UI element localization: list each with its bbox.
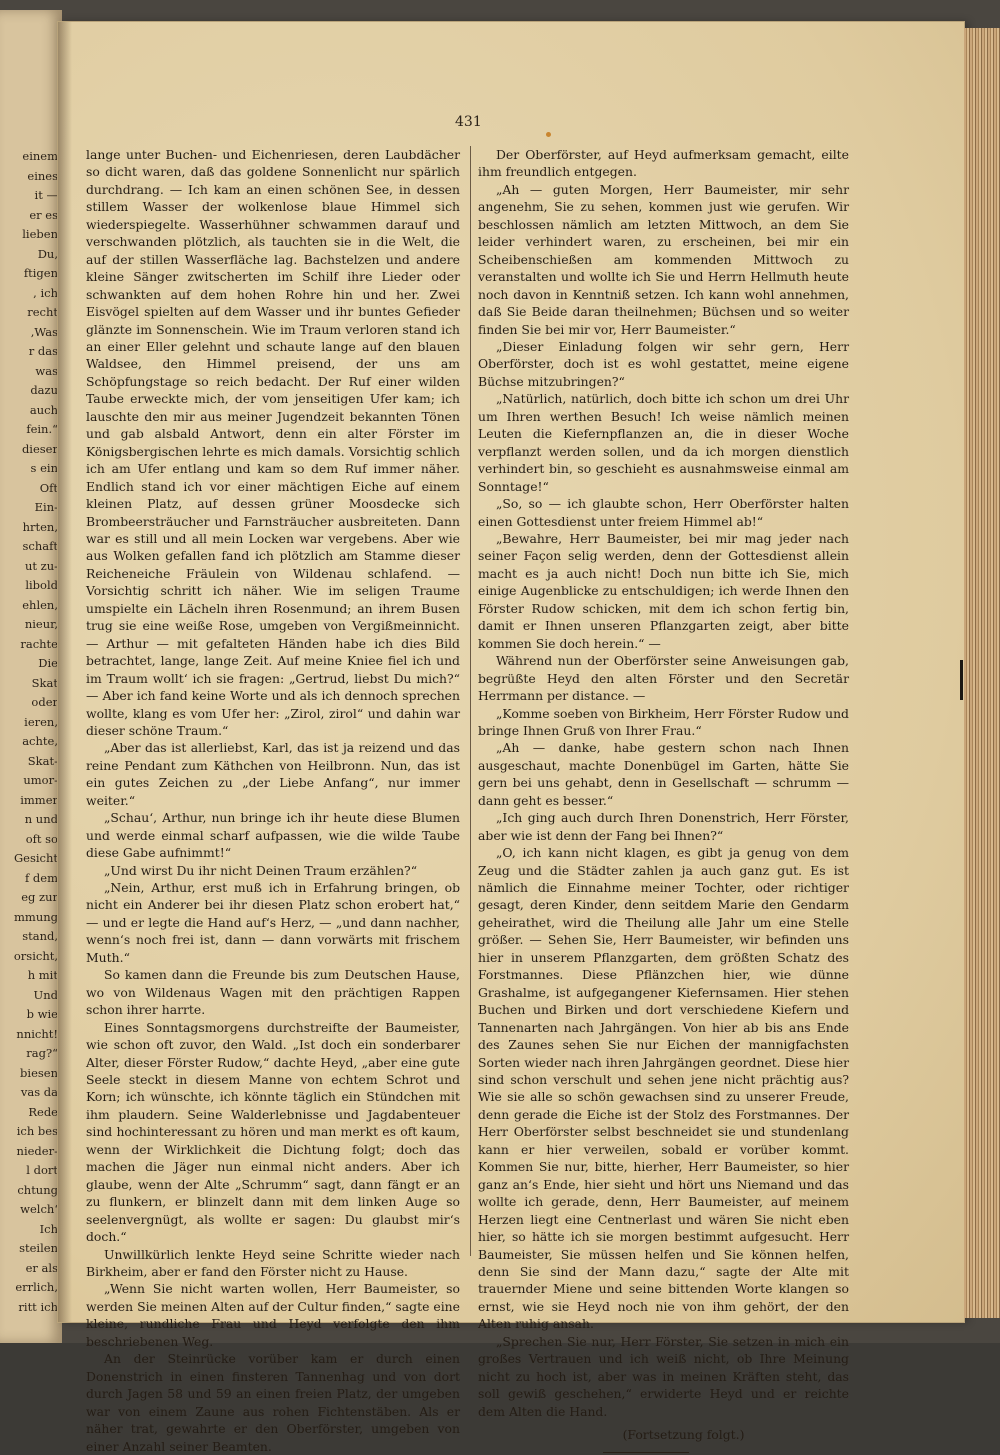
- left-page-fragment: ehlen,: [22, 597, 58, 612]
- left-page-fragment: achte,: [22, 734, 58, 748]
- left-page-fragment: er es: [29, 207, 58, 222]
- left-page-fragment: Skat-: [27, 753, 58, 768]
- left-page-fragment: r das: [28, 344, 58, 358]
- left-page-fragment: oder: [31, 695, 58, 709]
- left-page-fragment: nieur,: [24, 617, 58, 631]
- left-page-fragment: Und: [33, 987, 58, 1002]
- paragraph: „Dieser Einladung folgen wir sehr gern, Herr Oberförster, doch ist es wohl gestattet, meine eigene Büchse mitzubringen?“: [478, 338, 849, 389]
- left-page-fragment: recht: [27, 305, 58, 319]
- left-page-fragment: lieben: [22, 227, 58, 241]
- page-gutter-shadow: [58, 22, 72, 1322]
- left-page-fragment: Die: [38, 656, 58, 670]
- left-page-fragment: chtung: [17, 1182, 58, 1197]
- paragraph: Eines Sonntagsmorgens durchstreifte der Baumeister, wie schon oft zuvor, den Wald. „Ist doch ein sonderbarer Alter, dieser Förster Rudow,“ dachte Heyd, „aber eine gute Seele steckt in diesem Manne von echtem Schrot und Korn; ich wünschte, ich könnte täglich ein Stündchen mit ihm plaudern. Seine Walderlebnisse und Jagdabenteuer sind hochinteressant zu hören und man merkt es oft kaum, wenn der Wirklichkeit die Dichtung folgt; doch das machen die Jäger nun einmal nicht anders. Aber ich glaube, wenn der Alte „Schrumm“ sagt, dann fängt er an zu flunkern, er blinzelt dann mit dem linken Auge so seelenvergnügt, als wollte er sagen: Du glaubst mir‘s doch.“: [86, 1019, 460, 1245]
- left-page-fragment: rachte: [20, 636, 58, 651]
- column-divider: [470, 146, 471, 1256]
- left-page-fragment: er als: [25, 1260, 58, 1275]
- left-page-fragment: eg zur: [21, 890, 58, 904]
- paragraph: „Wenn Sie nicht warten wollen, Herr Baumeister, so werden Sie meinen Alten auf der Cultur finden,“ sagte eine kleine, rundliche Frau und Heyd verfolgte den ihm beschriebenen Weg.: [86, 1281, 460, 1349]
- paragraph: Während nun der Oberförster seine Anweisungen gab, begrüßte Heyd den alten Förster und den Secretär Herrmann per distance. —: [478, 653, 849, 704]
- left-page-fragment: errlich,: [15, 1280, 58, 1294]
- paragraph: So kamen dann die Freunde bis zum Deutschen Hause, wo von Wildenaus Wagen mit den prächtigen Rappen schon ihrer harrte.: [86, 967, 460, 1018]
- left-page-fragment: nnicht!: [16, 1026, 58, 1041]
- left-page-fragment: umor-: [23, 773, 58, 787]
- left-page-fragment: fein.“: [26, 422, 58, 436]
- left-page-fragment: ich bes: [16, 1124, 58, 1138]
- left-page-fragment: ut zu-: [24, 558, 58, 573]
- paragraph: „Ah — danke, habe gestern schon nach Ihnen ausgeschaut, machte Donenbügel im Garten, hätte Sie gern bei uns gehabt, denn in Gesellschaft — schrumm — dann geht es besser.“: [478, 740, 849, 808]
- paragraph: Unwillkürlich lenkte Heyd seine Schritte wieder nach Birkheim, aber er fand den Förster nicht zu Hause.: [86, 1246, 460, 1279]
- left-page-fragment: welch‘: [20, 1202, 58, 1216]
- paragraph: lange unter Buchen- und Eichenriesen, deren Laubdächer so dicht waren, daß das goldene Sonnenlicht nur spärlich durchdrang. — Ich kam an einen schönen See, in dessen stillem Wasser der wolkenlose blaue Himmel sich wiederspiegelte. Wasserhühner schwammen darauf und verschwanden plötzlich, als tauchten sie in die Welt, die auf der stillen Wasserfläche lag. Bachstelzen und andere kleine Sänger zwitscherten im Schilf ihre Lieder oder schwankten auf dem hohen Rohre hin und her. Zwei Eisvögel spielten auf dem Wasser und ihr buntes Gefieder glänzte im Sonnenschein. Wie im Traum verloren stand ich an einer Eller gelehnt und schaute lange auf den blauen Waldsee, den Himmel preisend, der uns am Schöpfungstage so reich bedacht. Der Ruf einer wilden Taube erweckte mich, der vom jenseitigen Ufer kam; ich lauschte den mir aus meiner Jugendzeit bekannten Tönen und gab alsbald Antwort, denn ein alter Förster im Königsbergischen lehrte es mich damals. Vorsichtig schlich ich am Ufer entlang und kam so dem Ruf immer näher. Endlich stand ich vor einer mächtigen Eiche auf einem kleinen Platz, auf dessen grüner Moosdecke sich Brombeersträucher und Farnsträucher ausbreiteten. Dann war es still und all mein Locken war vergebens. Aber wie aus Wolken gefallen fand ich plötzlich am Stamme dieser Reicheneiche Fräulein von Wildenau schlafend. — Vorsichtig schritt ich näher. Wie im seligen Traume umspielte ein Lächeln ihren Rosenmund; an ihrem Busen trug sie eine weiße Rose, umgeben von Vergißmeinnicht. — Arthur — mit gefalteten Händen habe ich dies Bild betrachtet, lange, lange Zeit. Auf meine Kniee fiel ich und im Traum wollt‘ ich sie fragen: „Gertrud, liebst Du mich?“ — Aber ich fand keine Worte und als ich dennoch sprechen wollte, klang es vom Ufer her: „Zirol, zirol“ und dahin war dieser schöne Traum.“: [86, 147, 460, 738]
- left-page-fragment: dazu: [30, 383, 58, 397]
- left-page-fragment: Rede: [28, 1104, 58, 1119]
- page-number: 431: [455, 114, 482, 130]
- left-page-fragment: immer: [20, 792, 58, 807]
- text-column-left: [86, 146, 460, 1455]
- text-column-right: [478, 146, 849, 1453]
- paragraph: „Ah — guten Morgen, Herr Baumeister, mir sehr angenehm, Sie zu sehen, kommen just wie gerufen. Wir beschlossen nämlich am letzten Mittwoch, an dem Sie leider verhindert waren, zu erscheinen, bei mir ein Scheibenschießen am kommenden Mittwoch zu veranstalten und wollte ich Sie und Herrn Hellmuth heute noch davon in Kenntniß setzen. Ich kann wohl annehmen, daß Sie Beide daran theilnehmen; Büchsen und so weiter finden Sie bei mir vor, Herr Baumeister.“: [478, 181, 849, 337]
- paper-stain: [546, 132, 551, 137]
- paragraph: Der Oberförster, auf Heyd aufmerksam gemacht, eilte ihm freundlich entgegen.: [478, 147, 849, 180]
- left-page-edge: [0, 10, 62, 1343]
- left-page-fragment: ritt ich: [18, 1299, 58, 1314]
- left-page-fragment: n und: [24, 812, 58, 826]
- page-block-edge: [964, 28, 1000, 1318]
- paragraph: „Natürlich, natürlich, doch bitte ich schon um drei Uhr um Ihren werthen Besuch! Ich weise nämlich meinen Leuten die Kiefernpflanzen an, die in dieser Woche verpflanzt werden sollen, und da ich morgen dienstlich verhindert bin, so geschieht es ausnahmsweise einmal am Sonntage!“: [478, 391, 849, 494]
- left-page-fragment: mmung: [14, 909, 58, 924]
- left-page-fragment: l dort: [26, 1163, 58, 1177]
- left-page-fragment: Ein-: [34, 500, 58, 514]
- left-page-fragment: ftigen: [23, 266, 58, 280]
- margin-mark: [960, 660, 963, 700]
- left-page-fragment: Oft: [39, 480, 58, 495]
- left-page-fragment: it —: [34, 188, 58, 202]
- left-page-fragment: libold: [25, 578, 58, 592]
- left-page-fragment: ,Was: [30, 324, 58, 339]
- left-page-fragment: dieser: [21, 441, 58, 456]
- end-rule: [603, 1452, 689, 1453]
- left-page-fragment: oft so: [25, 831, 58, 846]
- left-page-fragment: f dem: [25, 870, 58, 885]
- paragraph: „Komme soeben von Birkheim, Herr Förster Rudow und bringe Ihnen Gruß von Ihrer Frau.“: [478, 705, 849, 738]
- paragraph: „Sprechen Sie nur, Herr Förster, Sie setzen in mich ein großes Vertrauen und ich weiß nicht, ob Ihre Meinung nicht zu hoch ist, aber was in meinen Kräften steht, das soll gewiß geschehen,“ erwiderte Heyd und er reichte dem Alten die Hand.: [478, 1333, 849, 1419]
- left-page-fragment: Skat: [31, 675, 58, 690]
- left-page-fragment: ieren,: [24, 714, 58, 729]
- left-page-fragment: b wie: [26, 1007, 58, 1021]
- left-page-fragment: Ich: [39, 1221, 58, 1236]
- paragraph: „Ich ging auch durch Ihren Donenstrich, Herr Förster, aber wie ist denn der Fang bei Ihnen?“: [478, 810, 849, 843]
- paragraph: „Schau‘, Arthur, nun bringe ich ihr heute diese Blumen und werde einmal scharf aufpassen, wie die wilde Taube diese Gabe aufnimmt!“: [86, 810, 460, 861]
- left-page-fragment: eines: [27, 168, 58, 183]
- left-page-fragment: Du,: [37, 246, 58, 261]
- left-page-fragment: vas da: [20, 1085, 58, 1099]
- continuation-note: (Fortsetzung folgt.): [622, 1427, 745, 1443]
- paragraph: „Bewahre, Herr Baumeister, bei mir mag jeder nach seiner Façon selig werden, denn der Gottesdienst allein macht es ja auch nicht! Doch nun bitte ich Sie, mich einige Augenblicke zu entschuldigen; ich werde Ihnen den Förster Rudow schicken, mit dem ich schon fertig bin, damit er Ihnen unseren Pflanzgarten zeigt, aber bitte kommen Sie doch herein.“ —: [478, 530, 849, 651]
- left-page-fragment: , ich: [33, 285, 58, 300]
- left-page-fragment: einem: [22, 149, 58, 163]
- left-page-fragment: stand,: [22, 929, 58, 943]
- paragraph: „So, so — ich glaubte schon, Herr Oberförster halten einen Gottesdienst unter freiem Himmel ab!“: [478, 496, 849, 529]
- left-page-fragment: steilen: [19, 1241, 58, 1255]
- left-page-fragment: h mit: [27, 968, 58, 982]
- left-page-fragment: orsicht,: [13, 948, 58, 963]
- left-page-fragment: auch: [29, 402, 58, 417]
- left-page-fragment: Gesicht: [13, 851, 58, 865]
- paragraph: „O, ich kann nicht klagen, es gibt ja genug von dem Zeug und die Städter zahlen ja auch ganz gut. Es ist nämlich die Einnahme meiner Tochter, oder richtiger gesagt, deren Kinder, denn seitdem Marie den Gendarm geheirathet, wird die Theilung alle Jahr um eine Stelle größer. — Sehen Sie, Herr Baumeister, wir befinden uns hier in unserem Pflanzgarten, dem größten Schatz des Forstmannes. Diese Pflänzchen hier, wie dünne Grashalme, ist aufgegangener Kiefernsamen. Hier stehen Buchen und Birken und dort verschiedene Kiefern und Tannenarten nach Jahrgängen. Von hier ab bis ans Ende des Zaunes sehen Sie nur Eichen der mannigfachsten Sorten wieder nach ihren Jahrgängen geordnet. Diese hier sind schon verschult und sehen jene nicht prächtig aus? Wie sie alle so schön gewachsen sind zu unserer Freude, denn gerade die Eiche ist der Stolz des Forstmannes. Der Herr Oberförster selbst beschneidet sie und stundenlang kann er hier verweilen, sobald er vorüber kommt. Kommen Sie nur, bitte, hierher, Herr Baumeister, so hier ganz an‘s Ende, hier sieht und hört uns Niemand und das wollte ich gerade, denn, Herr Baumeister, auf meinem Herzen liegt eine Centnerlast und wären Sie nicht eben hier, so hätte ich sie morgen bestimmt aufgesucht. Herr Baumeister, Sie müssen helfen und Sie können helfen, denn Sie sind der Mann dazu,“ sagte der Alte mit trauernder Miene und seine bittenden Worte klangen so ernst, wie sie Heyd noch nie von ihm gehört, der den Alten ruhig ansah.: [478, 845, 849, 1332]
- paragraph: An der Steinrücke vorüber kam er durch einen Donenstrich in einen finsteren Tannenhag und von dort durch Jagen 58 und 59 an einen freien Platz, der umgeben war von einem Zaune aus rohen Fichtenstäben. Als er näher trat, gewahrte er den Oberförster, umgeben von einer Anzahl seiner Beamten.: [86, 1351, 460, 1454]
- left-page-fragment: s ein: [30, 461, 58, 475]
- paragraph: „Aber das ist allerliebst, Karl, das ist ja reizend und das reine Pendant zum Käthchen von Heilbronn. Nun, das ist ein gutes Zeichen zu „der Liebe Anfang“, nur immer weiter.“: [86, 740, 460, 808]
- left-page-fragment: biesen: [20, 1065, 58, 1080]
- paragraph: „Nein, Arthur, erst muß ich in Erfahrung bringen, ob nicht ein Anderer bei ihr diesen Platz schon erobert hat,“ — und er legte die Hand auf‘s Herz, — „und dann nachher, wenn‘s noch frei ist, dann — dann vorwärts mit frischem Muth.“: [86, 880, 460, 965]
- left-page-fragment: hrten,: [22, 519, 58, 534]
- left-page-fragment: was: [35, 363, 58, 378]
- paragraph: „Und wirst Du ihr nicht Deinen Traum erzählen?“: [104, 862, 418, 878]
- left-page-fragment: nieder-: [16, 1143, 58, 1158]
- left-page-fragment: rag?“: [26, 1046, 58, 1060]
- left-page-fragment: schaft: [22, 539, 58, 553]
